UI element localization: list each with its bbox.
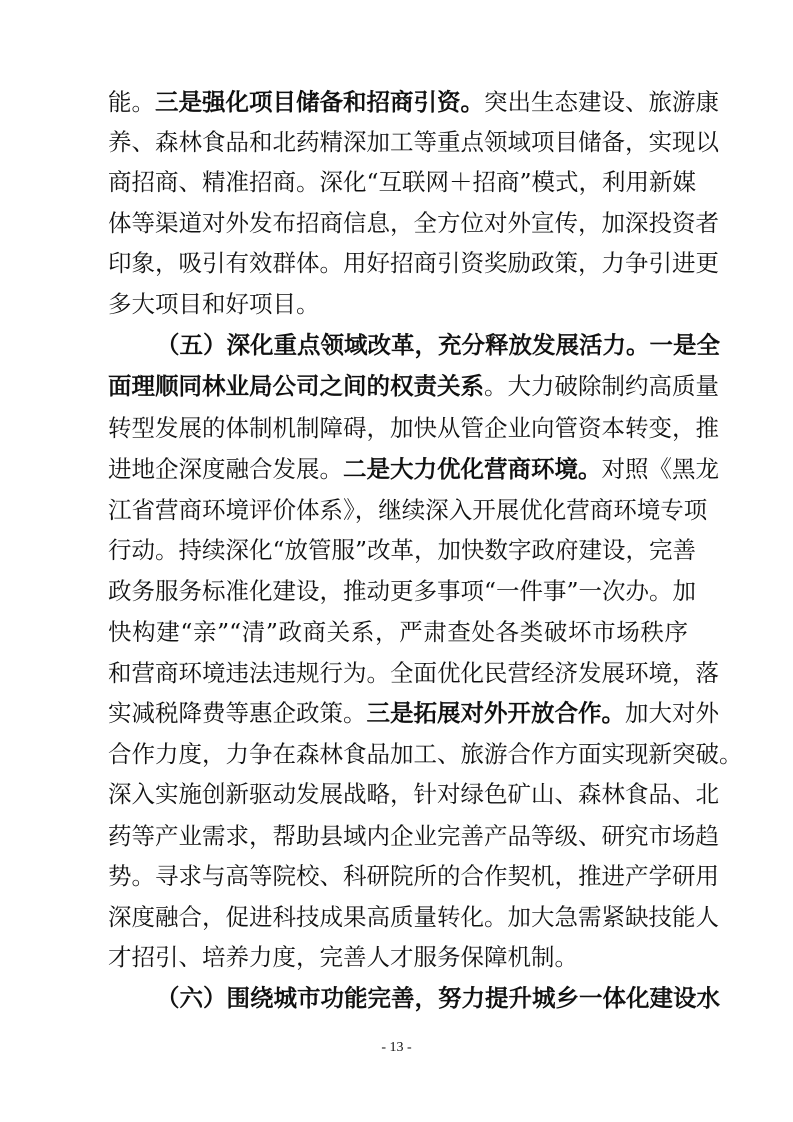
text-line bbox=[108, 774, 719, 814]
text-segment: 深度融合，促进科技成果高质量转化。加大急需紧缺技能人 bbox=[108, 902, 719, 931]
text-line bbox=[108, 284, 688, 324]
text-line bbox=[108, 816, 719, 856]
text-line bbox=[108, 366, 719, 406]
text-segment: 商招商、精准招商。深化“互联网＋招商”模式，利用新媒 bbox=[108, 168, 697, 197]
text-segment: 能。 bbox=[108, 88, 155, 116]
text-segment: 势。寻求与高等院校、科研院所的合作契机，推进产学研用 bbox=[108, 862, 719, 890]
text-line bbox=[156, 325, 720, 365]
text-segment: 多大项目和好项目。 bbox=[108, 289, 320, 318]
text-line bbox=[156, 978, 720, 1018]
text-segment: 合作力度，力争在森林食品加工、旅游合作方面实现新突破。 bbox=[108, 739, 743, 768]
text-segment: 对照《黑龙 bbox=[601, 455, 719, 484]
bold-text-segment: （五）深化重点领域改革，充分释放发展活力。一是全 bbox=[156, 331, 720, 359]
text-segment: 养、森林食品和北药精深加工等重点领域项目储备，实现以 bbox=[108, 127, 719, 156]
text-line bbox=[108, 408, 719, 448]
bold-text-segment: 三是强化项目储备和招商引资。 bbox=[155, 88, 484, 116]
text-line bbox=[108, 856, 719, 896]
bold-text-segment: 面理顺同林业局公司之间的权责关系 bbox=[108, 372, 484, 401]
text-line bbox=[108, 734, 743, 774]
text-segment: 体等渠道对外发布招商信息，全方位对外宣传，加深投资者 bbox=[108, 208, 719, 237]
text-segment: 深入实施创新驱动发展战略，针对绿色矿山、森林食品、北 bbox=[108, 780, 719, 809]
text-line bbox=[108, 122, 719, 162]
text-line bbox=[108, 937, 688, 977]
text-segment: 行动。持续深化“放管服”改革，加快数字政府建设，完善 bbox=[108, 536, 697, 565]
text-line bbox=[108, 490, 708, 530]
text-segment: 进地企深度融合发展。 bbox=[108, 455, 343, 484]
text-line bbox=[108, 82, 719, 122]
text-line bbox=[108, 203, 719, 243]
text-line bbox=[108, 243, 719, 283]
text-line bbox=[108, 653, 719, 693]
text-line bbox=[108, 693, 719, 733]
bold-text-segment: 三是拓展对外开放合作。 bbox=[366, 699, 625, 728]
page-number: - 13 - bbox=[381, 1040, 412, 1055]
text-line bbox=[108, 571, 697, 611]
text-segment: 药等产业需求，帮助县域内企业完善产品等级、研究市场趋 bbox=[108, 821, 719, 850]
bold-text-segment: （六）围绕城市功能完善，努力提升城乡一体化建设水 bbox=[156, 984, 720, 1013]
text-line bbox=[108, 897, 719, 937]
text-segment: 实减税降费等惠企政策。 bbox=[108, 699, 367, 728]
text-segment: 印象，吸引有效群体。用好招商引资奖励政策，力争引进更 bbox=[108, 249, 719, 278]
text-segment: 才招引、培养力度，完善人才服务保障机制。 bbox=[108, 943, 578, 971]
bold-text-segment: 二是大力优化营商环境。 bbox=[343, 455, 602, 484]
text-line bbox=[108, 530, 697, 570]
text-segment: 政务服务标准化建设，推动更多事项“一件事”一次办。加 bbox=[108, 576, 697, 605]
text-line bbox=[108, 449, 719, 489]
text-line bbox=[108, 162, 697, 202]
text-segment: 快构建“亲”“清”政商关系，严肃查处各类破坏市场秩序 bbox=[108, 618, 688, 647]
text-segment: 转型发展的体制机制障碍，加快从管企业向管资本转变，推 bbox=[108, 413, 719, 442]
text-line bbox=[108, 612, 688, 652]
text-segment: 和营商环境违法违规行为。全面优化民营经济发展环境，落 bbox=[108, 658, 719, 687]
text-segment: 。大力破除制约高质量 bbox=[484, 372, 719, 401]
text-segment: 加大对外 bbox=[625, 699, 719, 728]
text-segment: 突出生态建设、旅游康 bbox=[484, 88, 719, 116]
text-segment: 江省营商环境评价体系》，继续深入开展优化营商环境专项 bbox=[108, 495, 708, 524]
